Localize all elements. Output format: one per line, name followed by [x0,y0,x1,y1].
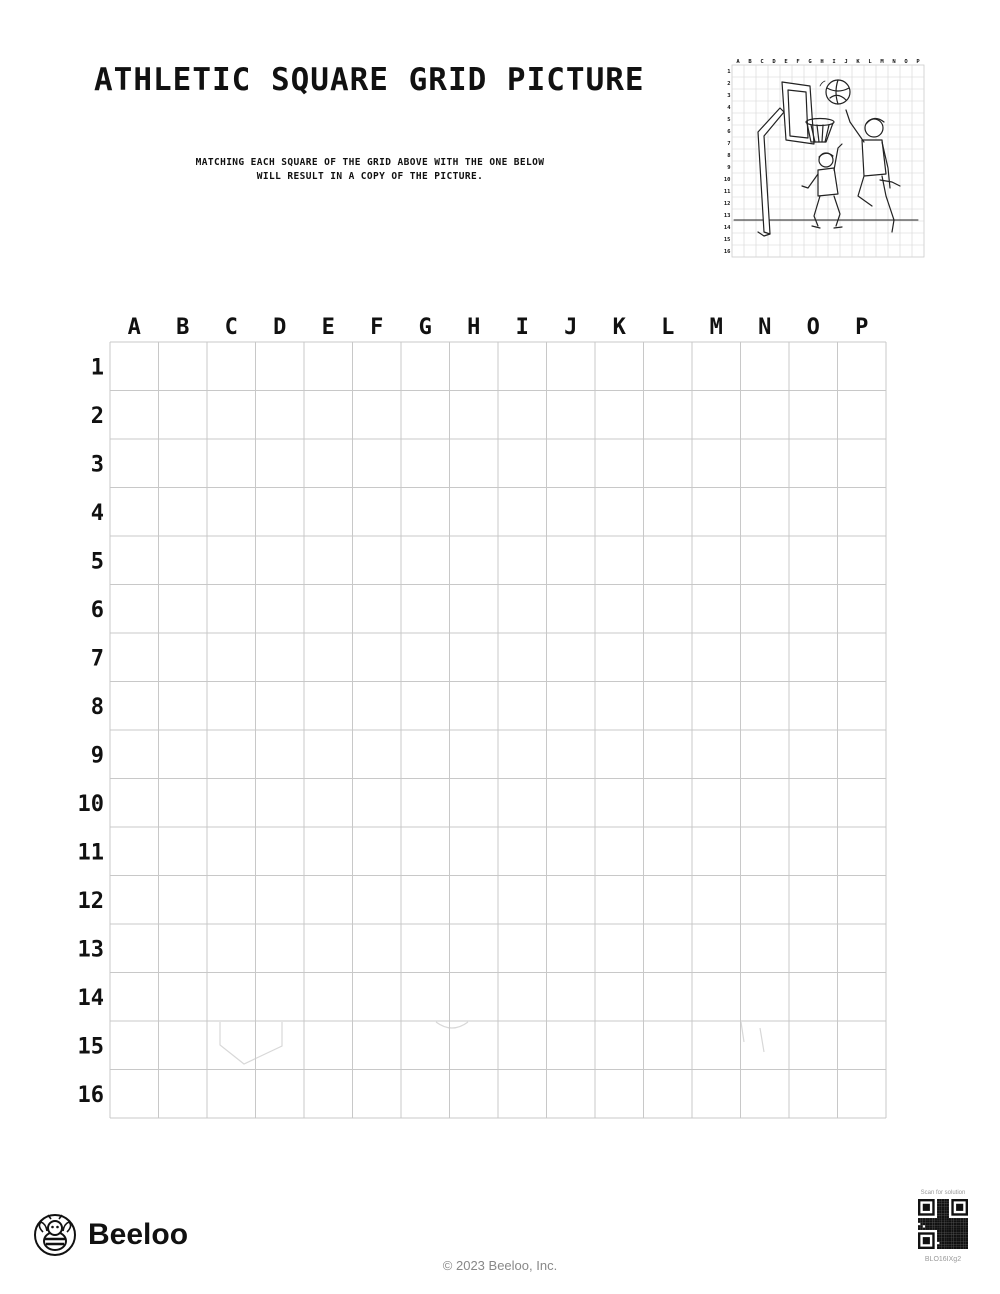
qr-caption: Scan for solution [920,1190,966,1196]
row-label: 1 [90,355,104,381]
row-label: 15 [77,1034,104,1060]
reference-row-label: 9 [727,165,731,171]
reference-picture [722,56,928,260]
reference-row-label: 7 [727,141,731,147]
copyright: © 2023 Beeloo, Inc. [442,1258,558,1273]
column-label: N [758,315,772,340]
reference-row-label: 6 [727,129,731,135]
qr-code-id: BLO16IXg2 [924,1256,962,1263]
reference-column-label: K [856,59,860,65]
column-label: I [515,315,529,340]
solution-qr[interactable] [910,1190,976,1263]
reference-column-label: I [832,59,836,65]
reference-row-label: 5 [727,117,731,123]
reference-row-label: 15 [723,237,731,243]
reference-column-label: M [880,59,884,65]
column-label: P [855,315,869,340]
qr-code-icon[interactable] [918,1199,968,1249]
reference-row-label: 16 [723,249,731,255]
reference-column-label: L [868,59,872,65]
column-label: A [127,315,141,340]
reference-row-label: 10 [723,177,731,183]
column-label: F [370,315,384,340]
column-label: G [418,315,432,340]
reference-row-label: 13 [723,213,731,219]
column-label: D [273,315,287,340]
row-label: 6 [90,597,104,623]
column-label: B [176,315,190,340]
column-label: L [661,315,675,340]
row-label: 12 [77,888,104,914]
column-label: E [321,315,335,340]
reference-row-label: 1 [727,69,731,75]
reference-column-label: G [808,59,812,65]
reference-grid [722,56,928,260]
reference-column-label: B [748,59,752,65]
reference-column-label: O [904,59,908,65]
row-label: 8 [90,694,104,720]
row-label: 3 [90,452,104,478]
row-label: 10 [77,791,104,817]
reference-row-label: 14 [723,225,731,231]
reference-column-label: E [784,59,788,65]
row-label: 9 [90,743,104,769]
drawing-grid[interactable] [60,300,900,1130]
column-label: C [224,315,238,340]
reference-row-label: 2 [727,81,731,87]
drawing-grid-svg [60,300,900,1130]
reference-column-label: A [736,59,740,65]
faint-outline [220,1022,764,1064]
reference-row-label: 11 [723,189,731,195]
row-label: 7 [90,646,104,672]
column-label: H [467,315,481,340]
column-label: K [612,315,626,340]
reference-column-label: C [760,59,764,65]
reference-row-label: 12 [723,201,731,207]
brand-logo [32,1212,188,1258]
row-label: 11 [77,840,104,866]
instructions-line-1: MATCHING EACH SQUARE OF THE GRID ABOVE WITH THE ONE BELOW [195,157,545,168]
reference-row-label: 3 [727,93,731,99]
brand-name: Beeloo [88,1218,189,1251]
row-label: 5 [90,549,104,575]
bee-logo-icon [32,1212,78,1258]
reference-row-label: 4 [727,105,731,111]
reference-column-label: P [916,59,920,65]
row-label: 13 [77,937,104,963]
reference-column-label: N [892,59,896,65]
row-label: 4 [90,500,104,526]
page-title: ATHLETIC SQUARE GRID PICTURE [94,62,645,98]
reference-column-label: F [796,59,800,65]
row-label: 16 [77,1082,104,1108]
column-label: J [564,315,578,340]
column-label: O [806,315,820,340]
column-label: M [709,315,723,340]
reference-column-label: J [844,59,848,65]
reference-column-label: D [772,59,776,65]
reference-column-label: H [820,59,824,65]
reference-row-label: 8 [727,153,731,159]
row-label: 14 [77,985,104,1011]
row-label: 2 [90,403,104,429]
instructions [160,156,580,184]
instructions-line-2: WILL RESULT IN A COPY OF THE PICTURE. [256,171,484,182]
